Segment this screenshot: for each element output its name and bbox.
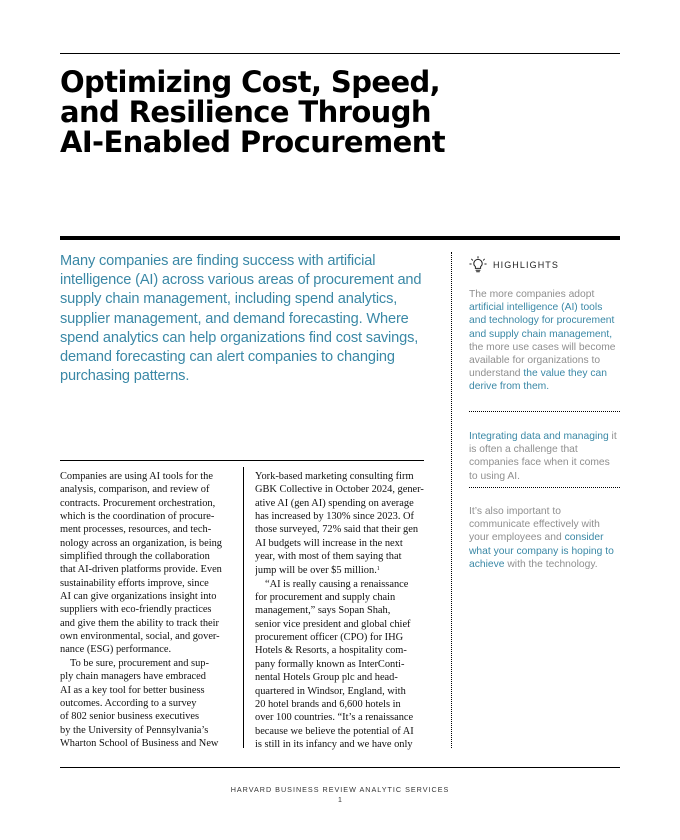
highlight-text: the more use cases will become available for organizations to understand bbox=[469, 341, 616, 380]
text-line: quartered in Windsor, England, with bbox=[255, 685, 406, 697]
highlight-item bbox=[469, 505, 621, 571]
title-line: and Resilience Through bbox=[60, 95, 431, 129]
highlight-emphasis: artificial intelligence (AI) tools and technology for procurement and supply chain management, bbox=[469, 302, 615, 340]
text-line: 20 hotel brands and 6,600 hotels in bbox=[255, 698, 401, 710]
text-line: over 100 countries. “It’s a renaissance bbox=[255, 712, 414, 724]
footer-publisher: HARVARD BUSINESS REVIEW ANALYTIC SERVICES bbox=[230, 785, 450, 794]
text-line: Companies are using AI tools for the bbox=[60, 471, 213, 482]
lightbulb-icon bbox=[469, 256, 487, 274]
text-line: senior vice president and global chief bbox=[255, 618, 411, 630]
body-column-left bbox=[60, 470, 232, 750]
highlight-text: It’s also important to communicate effectively with your employees and bbox=[469, 506, 600, 544]
text-line: “AI is really causing a renaissance bbox=[265, 578, 409, 590]
section-rule bbox=[60, 236, 620, 240]
column-divider bbox=[243, 467, 244, 748]
text-line: GBK Collective in October 2024, gener- bbox=[255, 484, 424, 496]
top-rule bbox=[60, 53, 620, 54]
text-line: ative AI (gen AI) spending on average bbox=[255, 497, 414, 509]
page-number: 1 bbox=[338, 797, 342, 804]
text-line: To be sure, procurement and sup- bbox=[70, 657, 209, 669]
title-line: AI-Enabled Procurement bbox=[60, 125, 445, 159]
text-line: by the University of Pennsylvania’s bbox=[60, 724, 209, 736]
text-line: AI budgets will increase in the next bbox=[255, 537, 403, 549]
body-paragraph bbox=[60, 470, 232, 657]
text-line: pany formally known as InterConti- bbox=[255, 658, 405, 670]
highlight-emphasis: consider what your company is hoping to achieve bbox=[469, 532, 614, 570]
text-segment: jump will be over $5 million. bbox=[255, 565, 377, 577]
highlight-item bbox=[469, 430, 621, 483]
text-line: ment processes, resources, and tech- bbox=[60, 524, 212, 536]
text-line: suppliers with eco-friendly practices bbox=[60, 604, 212, 616]
text-line: Hotels & Resorts, a hospitality com- bbox=[255, 645, 407, 657]
text-line: nance (ESG) performance. bbox=[60, 644, 172, 656]
highlight-emphasis: the value they can derive from them. bbox=[469, 368, 607, 393]
text-line: has increased by 130% since 2023. Of bbox=[255, 511, 414, 523]
text-line: contracts. Procurement orchestration, bbox=[60, 497, 216, 509]
text-line: AI as a key tool for better business bbox=[60, 684, 205, 696]
text-line: nology across an organization, is being bbox=[60, 537, 222, 549]
highlight-text: it is often a challenge that companies face when it comes to using AI. bbox=[469, 431, 617, 482]
intro-paragraph: Many companies are finding success with artificial intelligence (AI) across various areas of procurement and supply chain management, including spend analytics, supplier management, and demand forecasting. Where spend analytics can help organizations find cost savings, demand forecasting can alert companies to changing purchasing patterns. bbox=[60, 253, 422, 385]
body-column-right bbox=[255, 470, 427, 750]
text-line: those surveyed, 72% said that their gen bbox=[255, 524, 419, 536]
text-line: procurement officer (CPO) for IHG bbox=[255, 632, 404, 644]
text-line: analysis, comparison, and review of bbox=[60, 484, 210, 496]
text-line: Wharton School of Business and New bbox=[60, 737, 219, 749]
body-paragraph bbox=[255, 578, 427, 750]
text-line: outcomes. According to a survey bbox=[60, 697, 197, 709]
text-line: sustainability efforts improve, since bbox=[60, 577, 209, 589]
text-line bbox=[255, 563, 427, 577]
highlights-header bbox=[469, 256, 559, 274]
title-line: Optimizing Cost, Speed, bbox=[60, 65, 441, 99]
sidebar-divider bbox=[451, 252, 452, 748]
text-line: and give them the ability to track their bbox=[60, 617, 219, 629]
body-top-rule bbox=[60, 460, 424, 461]
highlight-item bbox=[469, 288, 621, 394]
page-title bbox=[60, 67, 530, 157]
highlight-separator bbox=[469, 487, 620, 488]
footnote-marker[interactable]: 1 bbox=[376, 566, 380, 573]
text-line: year, with most of them saying that bbox=[255, 551, 402, 563]
text-line: because we believe the potential of AI bbox=[255, 725, 414, 737]
footer-rule bbox=[60, 767, 620, 768]
highlight-text: with the technology. bbox=[504, 558, 598, 570]
text-line: is still in its infancy and we have only bbox=[255, 738, 413, 750]
highlight-separator bbox=[469, 411, 620, 412]
highlight-emphasis: Integrating data and managing bbox=[469, 431, 609, 442]
body-paragraph bbox=[60, 657, 232, 750]
text-line: own environmental, social, and gover- bbox=[60, 631, 220, 643]
text-line: that AI-driven platforms provide. Even bbox=[60, 564, 222, 576]
text-line: York-based marketing consulting firm bbox=[255, 471, 414, 482]
text-line: simplified through the collaboration bbox=[60, 551, 210, 563]
text-line: of 802 senior business executives bbox=[60, 711, 200, 723]
text-line: nental Hotels Group plc and head- bbox=[255, 672, 398, 684]
highlights-label: HIGHLIGHTS bbox=[493, 260, 560, 270]
text-line: for procurement and supply chain bbox=[255, 592, 396, 604]
text-line: management,” says Sopan Shah, bbox=[255, 605, 391, 617]
text-line: AI can give organizations insight into bbox=[60, 591, 217, 603]
highlight-text: The more companies adopt bbox=[469, 289, 595, 300]
text-line: ply chain managers have embraced bbox=[60, 671, 206, 683]
text-line: which is the coordination of procure- bbox=[60, 511, 215, 523]
body-paragraph bbox=[255, 470, 427, 578]
